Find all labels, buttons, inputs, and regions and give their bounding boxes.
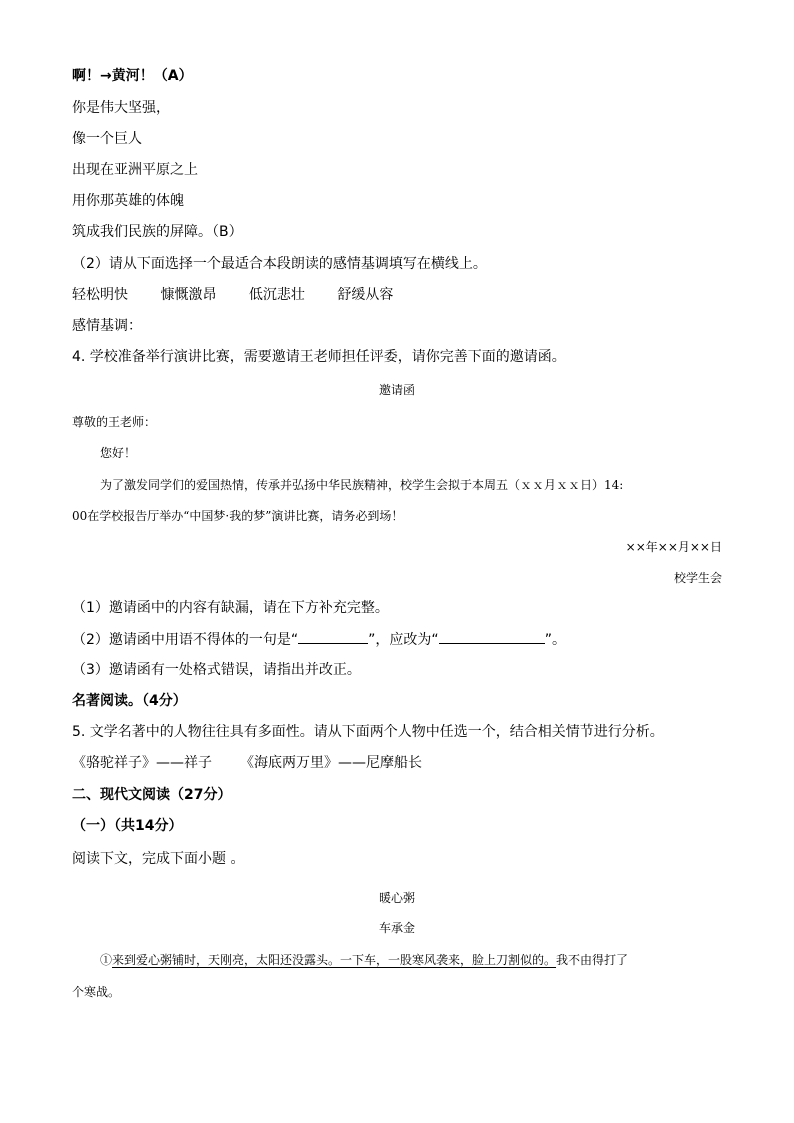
tone-option-3: 低沉悲壮 xyxy=(248,287,305,303)
letter-body-line-2: 00在学校报告厅举办“中国梦·我的梦”演讲比赛，请务必到场！ xyxy=(72,509,404,523)
paragraph-continuation: 我不由得打了 xyxy=(556,953,629,967)
letter-salutation: 尊敬的王老师： xyxy=(72,415,157,429)
classic-work-1: 《骆驼祥子》——祥子 xyxy=(72,755,212,771)
article-title: 暖心粥 xyxy=(378,891,415,905)
question-4-2-part-a: （2）邀请函中用语不得体的一句是“ xyxy=(72,632,299,648)
poem-line-5: 筑成我们民族的屏障。（B） xyxy=(72,224,243,240)
letter-signature: 校学生会 xyxy=(673,571,722,585)
question-4-3: （3）邀请函有一处格式错误，请指出并改正。 xyxy=(72,662,361,678)
poem-line-1: 你是伟大坚强， xyxy=(72,100,170,116)
question-4-prompt: 4. 学校准备举行演讲比赛，需要邀请王老师担任评委，请你完善下面的邀请函。 xyxy=(72,349,566,365)
letter-date: ××年××月××日 xyxy=(625,540,722,554)
tone-option-2: 慷慨激昂 xyxy=(160,287,217,303)
paragraph-number: ① xyxy=(100,953,113,967)
question-4-2-part-c: ”。 xyxy=(544,632,566,648)
poem-line-2: 像一个巨人 xyxy=(72,131,142,147)
answer-blank-1[interactable] xyxy=(298,629,368,644)
poem-line-3: 出现在亚洲平原之上 xyxy=(72,162,198,178)
section-2-heading: 二、现代文阅读（27分） xyxy=(72,787,232,803)
answer-blank-2[interactable] xyxy=(439,629,545,644)
classics-heading: 名著阅读。（4分） xyxy=(72,693,187,709)
classic-work-2: 《海底两万里》——尼摩船长 xyxy=(240,755,422,771)
question-4-2-part-b: ”，应改为“ xyxy=(368,632,439,648)
reading-instruction: 阅读下文，完成下面小题 。 xyxy=(72,851,245,867)
classic-works xyxy=(72,753,422,773)
tone-answer-label: 感情基调： xyxy=(72,318,142,334)
underlined-sentence: 来到爱心粥铺时，天刚亮，太阳还没露头。一下车，一股寒风袭来，脸上刀割似的。 xyxy=(112,953,557,967)
question-4-1: （1）邀请函中的内容有缺漏，请在下方补充完整。 xyxy=(72,600,389,616)
poem-line-4: 用你那英雄的体魄 xyxy=(72,193,184,209)
article-author: 车承金 xyxy=(378,921,415,935)
tone-option-1: 轻松明快 xyxy=(72,287,128,303)
question-5-prompt: 5. 文学名著中的人物往往具有多面性。请从下面两个人物中任选一个，结合相关情节进行分析。 xyxy=(72,724,664,740)
letter-body-line-1: 为了激发同学们的爱国热情，传承并弘扬中华民族精神，校学生会拟于本周五（ｘｘ月ｘｘ日）14: xyxy=(100,478,624,492)
article-paragraph-1-line-2: 个寒战。 xyxy=(72,985,121,999)
question-4-2 xyxy=(72,629,566,650)
question-3-2-prompt: （2）请从下面选择一个最适合本段朗读的感情基调填写在横线上。 xyxy=(72,256,487,272)
article-paragraph-1-line-1 xyxy=(100,950,628,970)
tone-options xyxy=(72,285,393,305)
letter-greeting: 您好！ xyxy=(100,446,137,460)
section-2-subheading: （一）（共14分） xyxy=(72,818,183,834)
letter-title: 邀请函 xyxy=(378,383,415,397)
poem-title-line: 啊！→黄河！（A） xyxy=(72,68,193,84)
tone-option-4: 舒缓从容 xyxy=(337,287,394,303)
